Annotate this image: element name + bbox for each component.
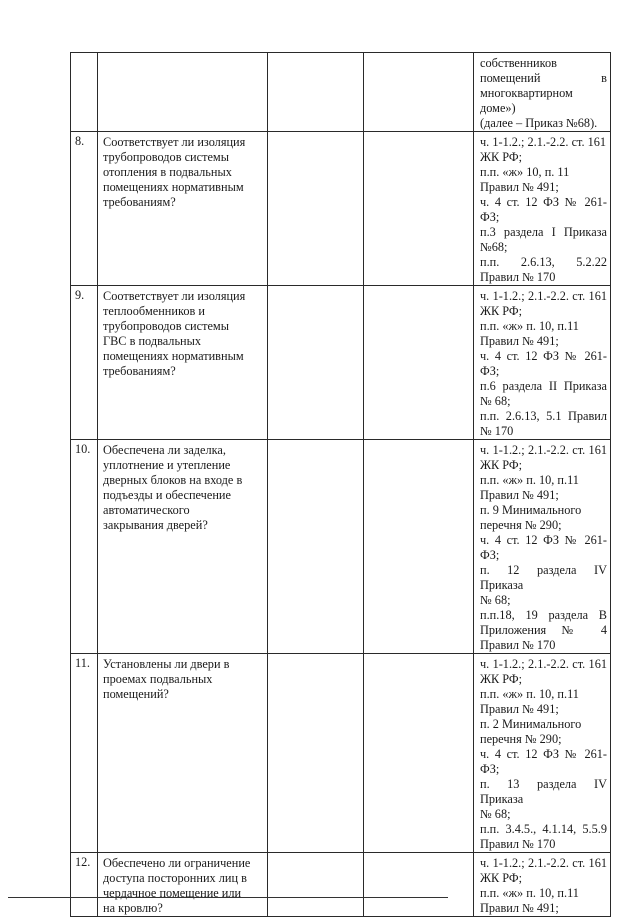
reference-line: ч. 1-1.2.; 2.1.-2.2. ст. 161 — [480, 856, 607, 870]
answer-cell — [268, 53, 364, 132]
note-cell — [364, 53, 474, 132]
reference-line: ЖК РФ; — [480, 672, 523, 686]
legal-reference-cell — [474, 853, 611, 917]
reference-line: № 170 — [480, 424, 514, 438]
reference-line: п.6 раздела II Приказа — [480, 379, 607, 393]
answer-cell — [268, 132, 364, 286]
row-number: 11. — [71, 654, 98, 853]
question-line: помещениях нормативным — [103, 180, 244, 194]
question-line: доступа посторонних лиц в — [103, 871, 247, 885]
reference-line: п.п. 2.6.13, 5.2.22 — [480, 255, 607, 269]
question-line: трубопроводов системы — [103, 319, 229, 333]
question-cell — [98, 53, 268, 132]
row-number: 9. — [71, 286, 98, 440]
legal-reference-cell — [474, 53, 611, 132]
question-cell — [98, 654, 268, 853]
reference-line: ч. 1-1.2.; 2.1.-2.2. ст. 161 — [480, 135, 607, 149]
reference-line: п. 2 Минимального — [480, 717, 582, 731]
table-row — [71, 654, 611, 853]
reference-line: Правил № 491; — [480, 488, 559, 502]
question-cell — [98, 440, 268, 654]
table-row — [71, 53, 611, 132]
question-line: автоматического — [103, 503, 190, 517]
reference-line: Приложения № 4 — [480, 623, 607, 637]
reference-line: Правил № 491; — [480, 702, 559, 716]
legal-reference-cell — [474, 440, 611, 654]
reference-line: п.п.18, 19 раздела В — [480, 608, 607, 622]
reference-line: № 68; — [480, 807, 511, 821]
reference-line: № 68; — [480, 593, 511, 607]
reference-line: ФЗ; — [480, 762, 500, 776]
reference-line: Правил № 170 — [480, 270, 556, 284]
table-row — [71, 132, 611, 286]
note-cell — [364, 853, 474, 917]
question-line: трубопроводов системы — [103, 150, 229, 164]
question-line: теплообменников и — [103, 304, 205, 318]
reference-line: ЖК РФ; — [480, 150, 523, 164]
question-line: закрывания дверей? — [103, 518, 208, 532]
reference-line: ЖК РФ; — [480, 871, 523, 885]
reference-line: Правил № 170 — [480, 837, 556, 851]
question-cell — [98, 853, 268, 917]
row-number: 10. — [71, 440, 98, 654]
reference-line: №68; — [480, 240, 508, 254]
reference-line: № 68; — [480, 394, 511, 408]
question-line: проемах подвальных — [103, 672, 213, 686]
question-line: отопления в подвальных — [103, 165, 232, 179]
reference-line: Правил № 491; — [480, 334, 559, 348]
answer-cell — [268, 654, 364, 853]
table-row — [71, 440, 611, 654]
question-line: на кровлю? — [103, 901, 163, 915]
question-cell — [98, 132, 268, 286]
question-line: уплотнение и утепление — [103, 458, 231, 472]
reference-line: Правил № 491; — [480, 901, 559, 915]
question-line: ГВС в подвальных — [103, 334, 202, 348]
row-number: 8. — [71, 132, 98, 286]
question-line: Соответствует ли изоляция — [103, 289, 246, 303]
reference-line: п.3 раздела I Приказа — [480, 225, 607, 239]
reference-line: п.п. 2.6.13, 5.1 Правил — [480, 409, 607, 423]
inspection-table — [70, 52, 611, 917]
footer-rule — [8, 897, 448, 898]
reference-line: п. 9 Минимального — [480, 503, 582, 517]
reference-line: п. 12 раздела IV Приказа — [480, 563, 607, 592]
question-line: Обеспечено ли ограничение — [103, 856, 251, 870]
reference-line: ФЗ; — [480, 364, 500, 378]
reference-line: ч. 4 ст. 12 ФЗ № 261- — [480, 349, 607, 363]
note-cell — [364, 132, 474, 286]
question-cell — [98, 286, 268, 440]
note-cell — [364, 286, 474, 440]
answer-cell — [268, 286, 364, 440]
reference-line: ФЗ; — [480, 548, 500, 562]
legal-reference-cell — [474, 132, 611, 286]
reference-line: п.п. «ж» п. 10, п.11 — [480, 473, 579, 487]
note-cell — [364, 440, 474, 654]
reference-line: ч. 4 ст. 12 ФЗ № 261-ФЗ; — [480, 195, 607, 224]
reference-line: ч. 4 ст. 12 ФЗ № 261- — [480, 533, 607, 547]
question-line: Обеспечена ли заделка, — [103, 443, 226, 457]
question-line: Соответствует ли изоляция — [103, 135, 246, 149]
note-cell — [364, 654, 474, 853]
question-line: Установлены ли двери в — [103, 657, 230, 671]
question-line: требованиям? — [103, 364, 176, 378]
row-number — [71, 53, 98, 132]
reference-line: п.п. «ж» п. 10, п.11 — [480, 886, 579, 900]
reference-line: помещений в — [480, 71, 607, 85]
answer-cell — [268, 853, 364, 917]
reference-line: ЖК РФ; — [480, 458, 523, 472]
legal-reference-cell — [474, 654, 611, 853]
question-line: помещений? — [103, 687, 169, 701]
reference-line: ЖК РФ; — [480, 304, 523, 318]
reference-line: п.п. «ж» п. 10, п.11 — [480, 319, 579, 333]
reference-line: многоквартирном доме») — [480, 86, 573, 115]
question-line: помещениях нормативным — [103, 349, 244, 363]
reference-line: ч. 1-1.2.; 2.1.-2.2. ст. 161 — [480, 657, 607, 671]
question-line: дверных блоков на входе в — [103, 473, 243, 487]
reference-line: ч. 4 ст. 12 ФЗ № 261- — [480, 747, 607, 761]
legal-reference-cell — [474, 286, 611, 440]
reference-line: Правил № 170 — [480, 638, 556, 652]
question-line: чердачное помещение или — [103, 886, 242, 900]
question-line: требованиям? — [103, 195, 176, 209]
reference-line: перечня № 290; — [480, 518, 562, 532]
row-number: 12. — [71, 853, 98, 917]
reference-line: (далее – Приказ №68). — [480, 116, 598, 130]
table-row — [71, 286, 611, 440]
reference-line: п. 13 раздела IV Приказа — [480, 777, 607, 806]
reference-line: п.п. «ж» 10, п. 11 — [480, 165, 570, 179]
reference-line: п.п. 3.4.5., 4.1.14, 5.5.9 — [480, 822, 607, 836]
reference-line: п.п. «ж» п. 10, п.11 — [480, 687, 579, 701]
reference-line: ч. 1-1.2.; 2.1.-2.2. ст. 161 — [480, 289, 607, 303]
reference-line: перечня № 290; — [480, 732, 562, 746]
table-row — [71, 853, 611, 917]
reference-line: собственников — [480, 56, 557, 70]
question-line: подъезды и обеспечение — [103, 488, 231, 502]
reference-line: Правил № 491; — [480, 180, 559, 194]
answer-cell — [268, 440, 364, 654]
reference-line: ч. 1-1.2.; 2.1.-2.2. ст. 161 — [480, 443, 607, 457]
